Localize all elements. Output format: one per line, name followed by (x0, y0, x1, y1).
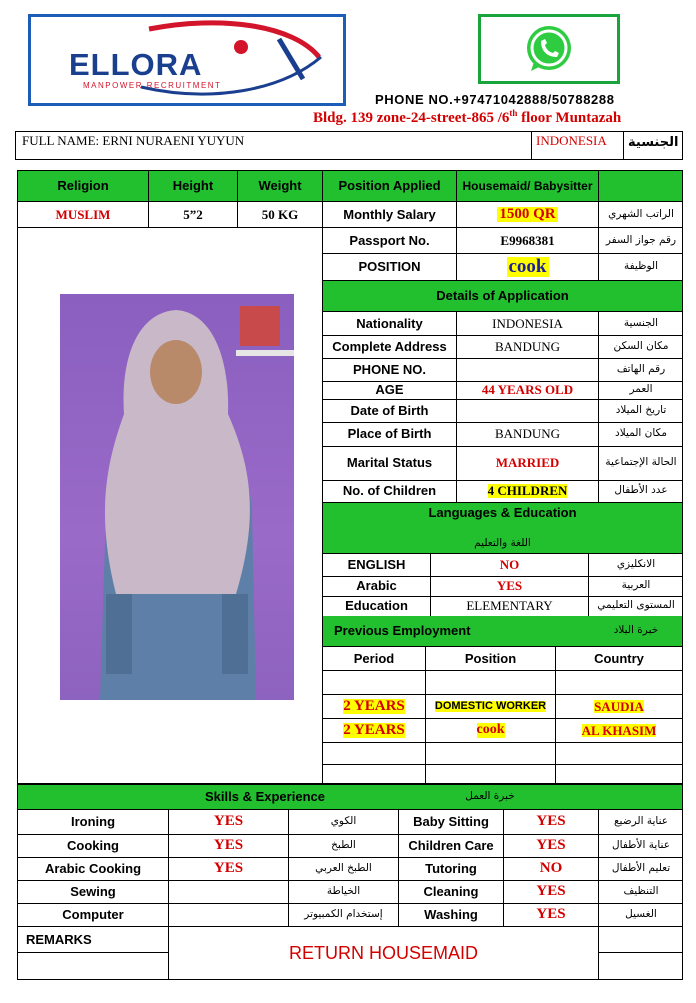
skill-value: YES (213, 859, 244, 876)
language-value: NO (499, 557, 520, 573)
logo-name: ELLORA (69, 47, 203, 82)
salary-ar: الراتب الشهري (608, 207, 674, 220)
company-logo (28, 14, 346, 106)
name-row-nationality: INDONESIA (536, 133, 607, 148)
language-label: Arabic (356, 578, 397, 594)
details-ar: مكان السكن (613, 339, 669, 352)
details-ar: تاريخ الميلاد (615, 403, 667, 416)
details-ar: الحالة الإجتماعية (605, 456, 677, 469)
employment-period: 2 YEARS (343, 697, 405, 714)
header-religion: Religion (57, 178, 109, 194)
language-label: ENGLISH (347, 557, 406, 573)
skill-value: YES (536, 813, 566, 830)
employment-country-cell (556, 719, 682, 742)
full-name: FULL NAME: ERNI NURAENI YUYUN (22, 133, 245, 148)
skill-label: Children Care (408, 837, 494, 853)
employment-period: 2 YEARS (343, 721, 405, 738)
language-value: YES (496, 578, 523, 594)
skill-value (169, 903, 288, 926)
skill-label: Computer (62, 906, 124, 922)
skill-value: YES (213, 813, 244, 830)
details-label: AGE (375, 382, 404, 398)
details-value-cell (457, 480, 598, 502)
skill-label: Tutoring (425, 860, 477, 876)
details-label: PHONE NO. (353, 361, 426, 377)
employment-position: DOMESTIC WORKER (434, 699, 547, 712)
details-ar: مكان الميلاد (615, 427, 667, 440)
details-label: Nationality (356, 315, 423, 331)
weight-value: 50 KG (261, 206, 299, 222)
language-value: ELEMENTARY (466, 598, 553, 614)
remarks-value: RETURN HOUSEMAID (288, 942, 478, 963)
details-value: BANDUNG (495, 426, 560, 442)
salary-label: Monthly Salary (343, 206, 436, 222)
language-ar: العربية (621, 579, 651, 592)
employment-title: Previous Employment (334, 623, 471, 639)
details-label: Place of Birth (347, 426, 432, 442)
name-row-nationality-ar: الجنسية (628, 135, 679, 150)
skill-ar: إستخدام الكمبيوتر (304, 907, 383, 920)
details-label: Marital Status (346, 455, 433, 471)
position-label: POSITION (358, 259, 421, 275)
details-value (457, 399, 598, 422)
passport-ar: رقم جواز السفر (605, 233, 677, 246)
details-value (457, 358, 598, 381)
employment-header-period: Period (353, 650, 395, 666)
skill-value: YES (536, 882, 566, 899)
details-ar: العمر (629, 383, 653, 396)
skill-ar: الخياطة (326, 884, 361, 897)
skill-label: Arabic Cooking (44, 860, 142, 876)
employment-country: SAUDIA (594, 698, 644, 714)
employment-position: cook (476, 722, 505, 738)
skill-label: Ironing (70, 814, 116, 830)
skill-label: Washing (424, 906, 478, 922)
details-label: Complete Address (332, 338, 447, 354)
skill-ar: عناية الأطفال (612, 838, 670, 851)
skill-value: NO (539, 859, 563, 876)
passport-value: E9968381 (500, 232, 555, 248)
skills-title: Skills & Experience (205, 789, 325, 805)
details-value: BANDUNG (495, 338, 560, 354)
details-ar: رقم الهاتف (616, 362, 666, 375)
position-value: cook (508, 256, 547, 278)
address-tail: floor Muntazah (517, 110, 622, 126)
passport-label: Passport No. (349, 232, 430, 248)
skill-ar: الطبخ العربي (315, 861, 372, 874)
employment-header-country: Country (594, 650, 644, 666)
position-ar: الوظيفة (623, 260, 658, 273)
skill-ar: الطبخ (331, 838, 356, 851)
header-position-applied-value: Housemaid/ Babysitter (462, 178, 593, 193)
header-weight: Weight (258, 178, 302, 194)
whatsapp-icon (521, 21, 577, 77)
logo-tagline: MANPOWER RECRUITMENT (83, 81, 222, 90)
header-address (313, 108, 621, 127)
header-position-applied: Position Applied (338, 178, 441, 194)
salary-value: 1500 QR (499, 205, 556, 222)
languages-title-ar: اللغة والتعليم (474, 537, 531, 550)
employment-period-cell (323, 695, 425, 718)
skill-value: YES (213, 836, 244, 853)
remarks-label: REMARKS (26, 931, 92, 947)
languages-title: Languages & Education (428, 505, 577, 521)
details-label: Date of Birth (350, 402, 429, 418)
height-value: 5”2 (183, 206, 203, 222)
skill-label: Cooking (67, 837, 119, 853)
details-ar: الجنسية (623, 316, 659, 329)
employment-country-cell (556, 695, 682, 718)
header-height: Height (172, 178, 214, 194)
skill-ar: التنظيف (623, 884, 659, 897)
skill-label: Baby Sitting (413, 814, 489, 830)
address-sup: th (509, 108, 518, 118)
language-label: Education (345, 598, 408, 614)
skill-label: Sewing (70, 883, 116, 899)
details-ar: عدد الأطفال (614, 484, 668, 497)
details-value: 4 CHILDREN (487, 483, 568, 499)
employment-period-cell (323, 719, 425, 742)
skill-value (169, 880, 288, 903)
skill-ar: الغسيل (625, 907, 657, 920)
employment-country: AL KHASIM (581, 722, 657, 738)
header-phone: PHONE NO.+97471042888/50788288 (375, 92, 615, 107)
employment-title-ar: خبرة البلاد (613, 624, 659, 637)
details-label: No. of Children (342, 483, 437, 499)
skill-ar: تعليم الأطفال (611, 861, 671, 874)
details-value: MARRIED (495, 455, 560, 471)
employment-position-cell (426, 719, 555, 742)
language-ar: الانكليزي (616, 558, 656, 571)
person-photo-icon (60, 294, 294, 700)
skill-ar: عناية الرضيع (613, 815, 669, 828)
skill-label: Cleaning (423, 883, 479, 899)
religion-value: MUSLIM (55, 206, 111, 222)
skill-value: YES (536, 836, 566, 853)
skill-ar: الكوي (330, 815, 357, 828)
whatsapp-badge (478, 14, 620, 84)
language-ar: المستوى التعليمي (597, 599, 675, 612)
skill-value: YES (536, 905, 566, 922)
details-title: Details of Application (436, 288, 569, 304)
employment-position-cell (426, 695, 555, 718)
details-value: INDONESIA (492, 315, 563, 331)
skills-title-ar: خبرة العمل (465, 790, 515, 803)
employment-header-position: Position (464, 650, 517, 666)
address-main: Bldg. 139 zone-24-street-865 /6 (313, 110, 510, 126)
candidate-photo (60, 294, 294, 700)
details-value: 44 YEARS OLD (481, 382, 574, 398)
